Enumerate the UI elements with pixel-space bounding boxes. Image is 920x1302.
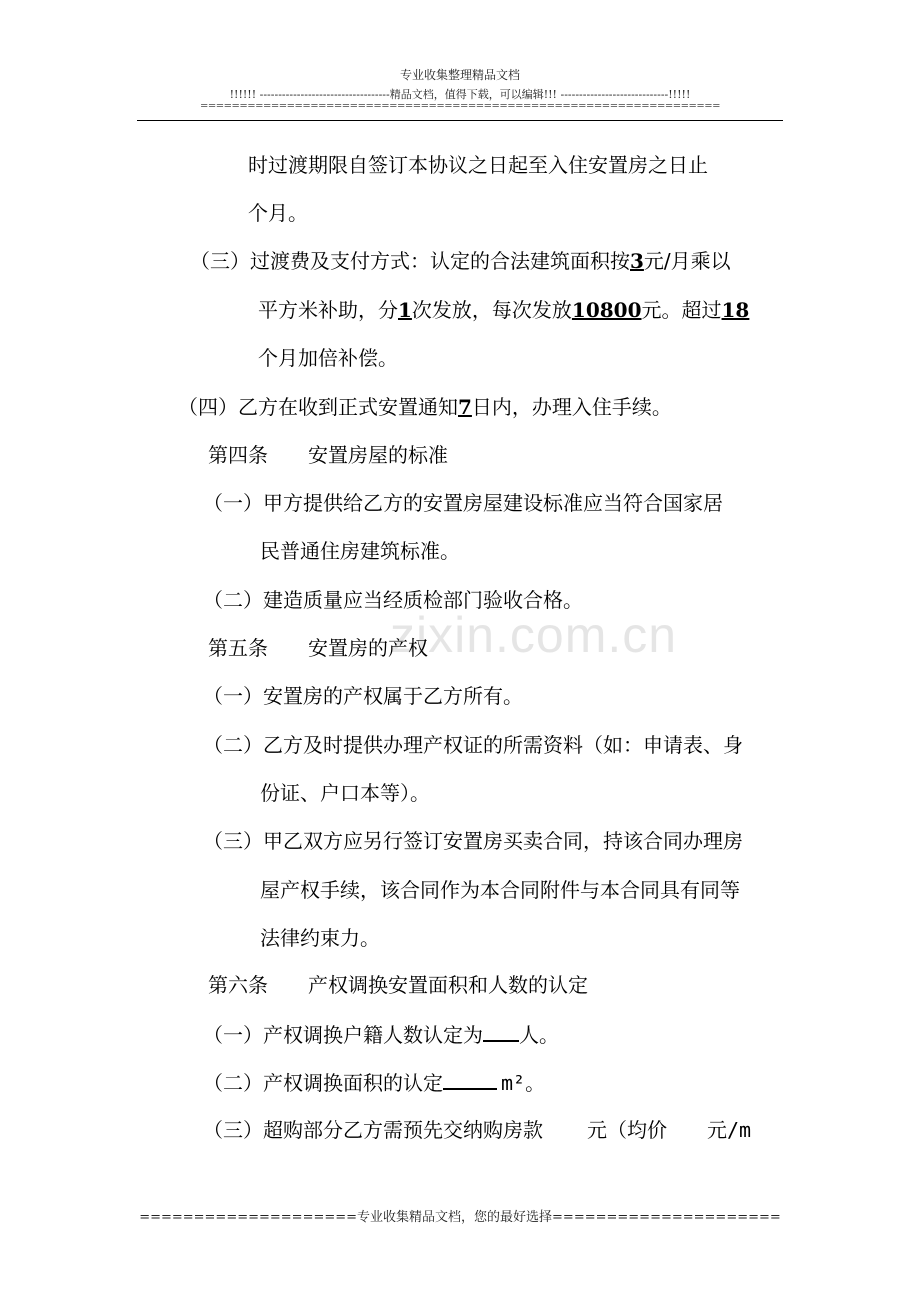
text-segment: （二）产权调换面积的认定	[203, 1071, 443, 1095]
clause-6-2-line	[203, 1068, 545, 1096]
article-4-title: 第四条 安置房屋的标准	[208, 443, 448, 467]
days-value: 7	[458, 395, 472, 419]
text-segment: （一）产权调换户籍人数认定为	[203, 1023, 483, 1047]
paragraph-line: （一）安置房的产权属于乙方所有。	[203, 684, 523, 708]
paragraph-line: （一）甲方提供给乙方的安置房屋建设标准应当符合国家居	[203, 491, 723, 515]
months-value: 18	[721, 298, 750, 322]
header-divider-text: ==================================================================	[199, 101, 720, 112]
blank-field	[443, 1068, 497, 1090]
header-subtitle: !!!!!! -----------------------------------精品文档，值得下载，可以编辑!!! -----------------------------!!!!!	[229, 88, 691, 101]
clause-6-1-line	[203, 1020, 559, 1048]
text-segment: 平方米补助，分	[258, 298, 398, 322]
article-6-title: 第六条 产权调换安置面积和人数的认定	[208, 973, 588, 997]
paragraph-line: 民普通住房建筑标准。	[260, 539, 460, 563]
clause-3-line	[258, 297, 749, 323]
clause-6-3-line	[203, 1117, 751, 1143]
text-segment: 元（均价	[587, 1118, 667, 1142]
text-segment: 元/m	[707, 1118, 752, 1142]
paragraph-line: 个月加倍补偿。	[258, 346, 398, 370]
paragraph-line: 屋产权手续，该合同作为本合同附件与本合同具有同等	[260, 878, 740, 902]
header-rule	[137, 120, 783, 121]
paragraph-line: 时过渡期限自签订本协议之日起至入住安置房之日止	[248, 153, 708, 177]
page-footer: ====================专业收集精品文档，您的最好选择=====================	[139, 1210, 781, 1225]
blank-field	[483, 1020, 519, 1042]
unit-text: m²。	[501, 1071, 546, 1095]
header-title: 专业收集整理精品文档	[399, 68, 520, 82]
paragraph-line: 法律约束力。	[260, 926, 380, 950]
text-segment: 元。超过	[641, 298, 722, 322]
paragraph-line: （二）乙方及时提供办理产权证的所需资料（如：申请表、身	[203, 733, 743, 757]
text-segment: （三）超购部分乙方需预先交纳购房款	[203, 1118, 543, 1142]
text-segment: 元/月乘以	[643, 249, 731, 273]
text-segment: （三）过渡费及支付方式：认定的合法建筑面积按	[190, 249, 630, 273]
watermark: zixin.com.cn	[390, 607, 678, 663]
clause-4-line	[178, 394, 672, 420]
rate-value: 3	[630, 249, 644, 273]
amount-value: 10800	[571, 298, 642, 322]
text-segment: 人。	[519, 1023, 559, 1047]
clause-3-line	[190, 248, 731, 274]
paragraph-line: （二）建造质量应当经质检部门验收合格。	[203, 588, 583, 612]
paragraph-line: 份证、户口本等）。	[260, 781, 430, 805]
article-5-title: 第五条 安置房的产权	[208, 636, 428, 660]
paragraph-line: （三）甲乙双方应另行签订安置房买卖合同，持该合同办理房	[203, 829, 743, 853]
installments-value: 1	[398, 298, 412, 322]
text-segment: 次发放，每次发放	[411, 298, 572, 322]
paragraph-line: 个月。	[248, 201, 308, 225]
text-segment: 日内，办理入住手续。	[471, 395, 672, 419]
text-segment: （四）乙方在收到正式安置通知	[178, 395, 458, 419]
